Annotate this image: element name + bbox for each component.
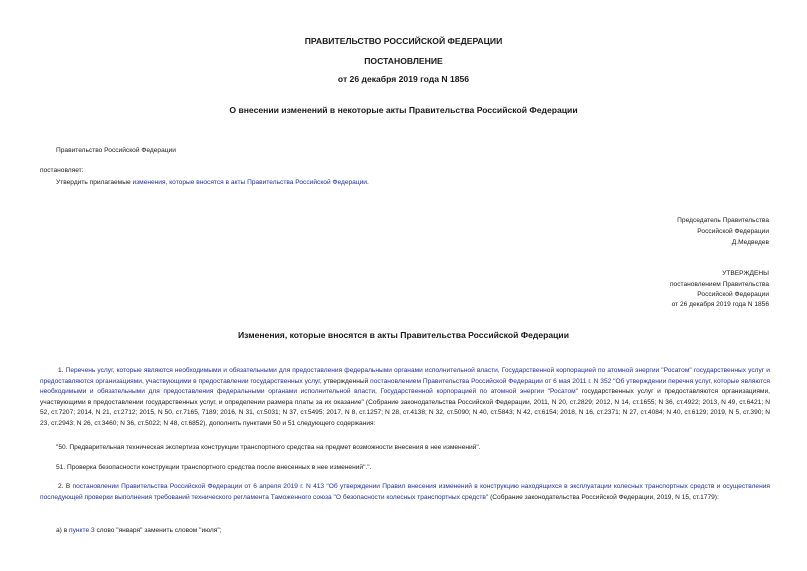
point-50-text: "50. Предварительная техническая экспертиза конструкции транспортного средства на предмет возможности внесения в нее изменений".	[56, 444, 481, 451]
item2-number: 2. В	[58, 483, 73, 490]
resolves-text: постановляет:	[40, 167, 84, 174]
resolution-413-link[interactable]: постановлении Правительства Российской Федерации от 6 апреля 2019 г. N 413 "Об утверждении Правил внесения изменений в конструкцию находящихся в эксплуатации колесных транспортных средств и осуществления последующей проверки выполнения требований технического регламента Таможенного союза "О безопасности колесных транспортных средств"	[40, 483, 770, 501]
resolution-352-link[interactable]: постановлением Правительства Российской Федерации от 6 мая 2011 г. N 352 "Об утверждении перечня услуг, которые являются необходимыми и обязательными для предоставления федеральными органами исполнительной власти, Государственной корпорацией по атомной энергии "Росатом"	[40, 377, 770, 395]
document-date-number: от 26 декабря 2019 года N 1856	[337, 74, 470, 84]
item2a-prefix: а) в	[56, 527, 70, 534]
item2a-suffix: слово "января" заменить словом "июля";	[94, 527, 222, 534]
issuer-text: Правительство Российской Федерации	[56, 147, 176, 154]
approved-stamp-line2: постановлением Правительства	[669, 281, 769, 288]
approve-paragraph	[56, 178, 369, 187]
approved-stamp-line1: УТВЕРЖДЕНЫ	[722, 270, 769, 277]
item1-paragraph	[40, 366, 770, 429]
item1-number: 1.	[58, 367, 66, 374]
item2-text1: (Собрание законодательства Российской Федерации, 2019, N 15, ст.1779):	[488, 493, 719, 501]
item2a-paragraph	[56, 526, 222, 535]
approved-stamp-line3: Российской Федерации	[697, 291, 769, 298]
government-heading: ПРАВИТЕЛЬСТВО РОССИЙСКОЙ ФЕДЕРАЦИИ	[304, 36, 503, 46]
approve-prefix: Утвердить прилагаемые	[56, 179, 133, 186]
signature-position-line1: Председатель Правительства	[677, 217, 769, 224]
item2-paragraph	[40, 482, 770, 503]
item1-text1: , утвержденный	[319, 377, 371, 385]
point-51-text: 51. Проверка безопасности конструкции транспортного средства после внесенных в нее изменений".".	[56, 464, 372, 471]
point-3-link[interactable]: пункте 3	[69, 527, 95, 534]
approve-suffix: .	[366, 179, 369, 186]
changes-title: Изменения, которые вносятся в акты Правительства Российской Федерации	[237, 330, 569, 340]
approved-stamp-line4: от 26 декабря 2019 года N 1856	[671, 301, 769, 308]
document-title: О внесении изменений в некоторые акты Правительства Российской Федерации	[229, 105, 578, 115]
signature-position-line2: Российской Федерации	[697, 228, 769, 235]
signature-name: Д.Медведев	[731, 239, 769, 246]
services-list-link[interactable]: Перечень услуг, которые являются необходимыми и обязательными для предоставления федеральными органами исполнительной власти, Государственной корпорацией по атомной энергии "Росатом" государственных услуг и предоставляются организациями, участвующими в предоставлении государственных услуг	[40, 367, 770, 385]
document-type-heading: ПОСТАНОВЛЕНИЕ	[364, 56, 443, 66]
item1-text2: государственных услуг и предоставляются организациями, участвующими в предоставлении государственных услуг, и определении размера платы за их оказание" (Собрание законодательства Российской Федерации, 2011, N 20, ст.2829; 2012, N 14, ст.1655; N 36, ст.4922; 2013, N 49, ст.6421; N 52, ст.7207; 2014, N 21, ст.2712; 2015, N 50, ст.7165, 7189; 2016, N 31, ст.5031; N 37, ст.5495; 2017, N 8, ст.1257; N 28, ст.4138; N 32, ст.5090; N 40, ст.5843; N 42, ст.6154; 2018, N 16, ст.2371; N 27, ст.4084; N 40, ст.6129; 2019, N 5, ст.390; N 23, ст.2943; N 26, ст.3460; N 36, ст.5022; N 48, ст.6852), дополнить пунктами 50 и 51 следующего содержания:	[40, 388, 770, 427]
changes-link[interactable]: изменения, которые вносятся в акты Правительства Российской Федерации	[132, 179, 367, 186]
